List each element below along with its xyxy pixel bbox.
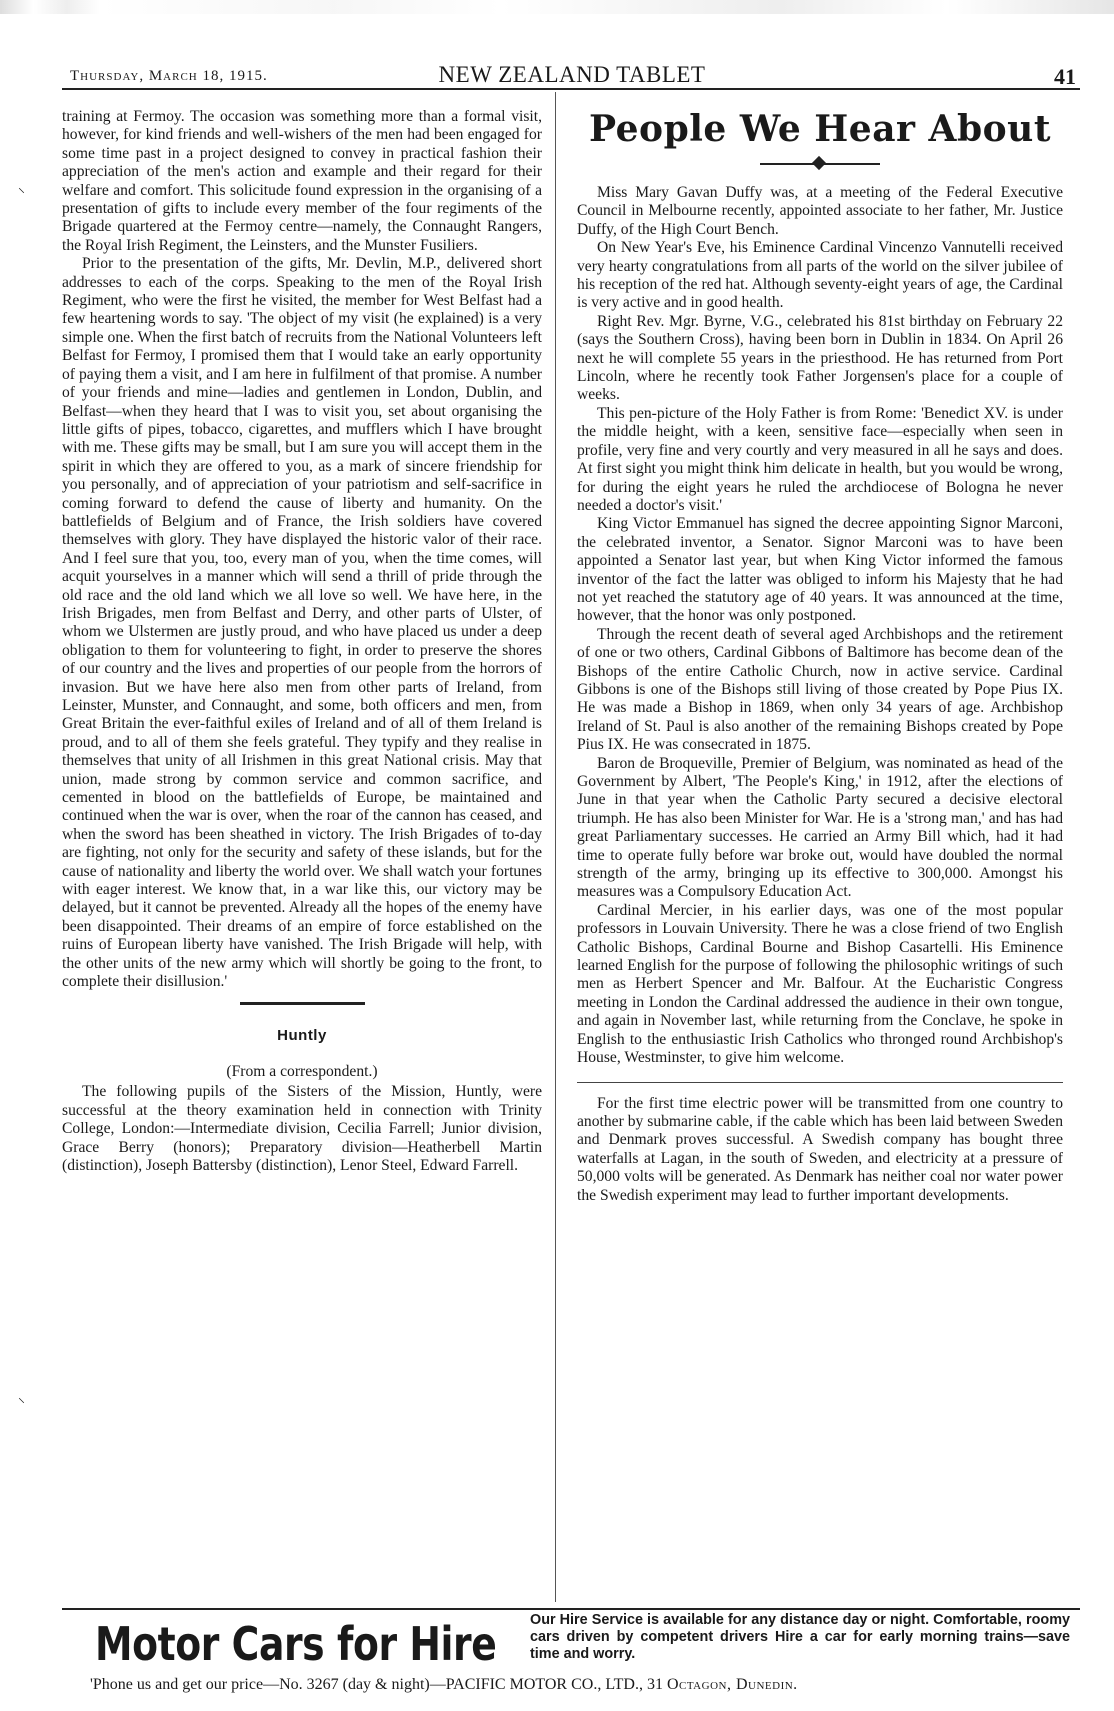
huntly-heading: Huntly bbox=[277, 1026, 327, 1044]
advert-phone: 'Phone us and get our price—No. 3267 (day & night)—PACIFIC MOTOR CO., LTD., 31 bbox=[90, 1676, 667, 1693]
advert-address: Octagon, Dunedin. bbox=[666, 1676, 798, 1693]
news-item: Right Rev. Mgr. Byrne, V.G., celebrated his 81st birthday on February 22 (says the Southern Cross), having been born in Dublin in 1834. On April 26 next he will complete 55 years in the priesthood. He has returned from Port Lincoln, where he recently took Father Jorgensen's place for a couple of weeks. bbox=[577, 312, 1063, 404]
article-paragraph: training at Fermoy. The occasion was something more than a formal visit, however, for kind friends and well-wishers of the men had been engaged for some time past in a project designed to convey in practical fashion their appreciation of the men's action and example and their regard for their welfare and comfort. This solicitude found expression in the organising of a presentation of gifts to include every member of the four regiments of the Brigade quartered at the Fermoy centre—namely, the Connaught Rangers, the Royal Irish Regiment, the Leinsters, and the Munster Fusiliers. bbox=[62, 108, 542, 254]
right-column bbox=[577, 108, 1063, 1205]
scan-edge bbox=[0, 0, 1114, 14]
advert-text: Our Hire Service is available for any distance day or night. Comfortable, roomy cars driven by competent drivers Hire a car for early morning trains—save time and worry. bbox=[530, 1612, 1070, 1662]
huntly-subheading: (From a correspondent.) bbox=[226, 1062, 378, 1080]
margin-mark: ⸜ bbox=[18, 1391, 25, 1406]
left-column bbox=[62, 108, 542, 1175]
page-header bbox=[62, 62, 1082, 90]
advert-rule bbox=[62, 1608, 1080, 1610]
news-item: Through the recent death of several aged Archbishops and the retirement of one or two others, Cardinal Gibbons of Baltimore has become dean of the Bishops of the entire Catholic Church, now in active service. Cardinal Gibbons is one of the Bishops still living of those created by Pope Pius IX. He was made a Bishop in 1869, when only 34 years of age. Archbishop Ireland of St. Paul is also another of the remaining Bishops created by Pope Pius IX. He was consecrated in 1875. bbox=[577, 625, 1063, 754]
news-item: On New Year's Eve, his Eminence Cardinal Vincenzo Vannutelli received very hearty congratulations from all parts of the world on the silver jubilee of his reception of the red hat. Although seventy-eight years of age, the Cardinal is very active and in good health. bbox=[577, 239, 1063, 312]
advert-title: Motor Cars for Hire bbox=[95, 1617, 497, 1671]
news-item: This pen-picture of the Holy Father is from Rome: 'Benedict XV. is under the middle height, with a keen, sensitive face—especially when seen in profile, very fine and very courtly and very measured in all he says and does. At first sight you might think him delicate in health, but you would be wrong, for during the eight years he ruled the archdiocese of Bologna he never needed a doctor's visit.' bbox=[577, 404, 1063, 514]
margin-mark: ⸜ bbox=[18, 181, 25, 196]
header-rule bbox=[62, 88, 1080, 90]
news-item: Miss Mary Gavan Duffy was, at a meeting of the Federal Executive Council in Melbourne recently, appointed associate to her father, Mr. Justice Duffy, of the High Court Bench. bbox=[577, 184, 1063, 238]
column-divider bbox=[555, 92, 556, 1602]
news-item: King Victor Emmanuel has signed the decree appointing Signor Marconi, the celebrated inventor, a Senator. Signor Marconi was to have been appointed a Senator last year, but when King Victor informed the famous inventor of the fact the latter was obliged to inform his Majesty that he had not yet reached the statutory age of 40 years. It was announced at the time, however, that the honor was only postponed. bbox=[577, 515, 1063, 625]
section-rule bbox=[577, 1082, 1063, 1083]
header-date: Thursday, March 18, 1915. bbox=[70, 68, 268, 84]
diamond-icon bbox=[812, 156, 826, 170]
section-rule bbox=[240, 1002, 365, 1005]
news-item: Cardinal Mercier, in his earlier days, was one of the most popular professors in Louvain University. There he was a close friend of two English Catholic Bishops, Cardinal Bourne and Bishop Casartelli. His Eminence learned English for the purpose of following the philosophic writings of such men as Herbert Spencer and Mr. Balfour. At the Eucharistic Congress meeting in London the Cardinal addressed the audience in their own tongue, and again in November last, while returning from the Conclave, he spoke in English to the enthusiastic Irish Catholics who thronged round Archbishop's House, Westminster, to give him welcome. bbox=[577, 901, 1063, 1067]
news-item: Baron de Broqueville, Premier of Belgium, was nominated as head of the Government by Albert, 'The People's King,' in 1912, after the elections of June in that year when the Catholic Party secured a decisive electoral triumph. He has also been Minister for War. He is a 'strong man,' and has had great Parliamentary successes. He carried an Army Bill which, had it had time to operate fully before war broke out, would have doubled the normal strength of the army, bringing up its effective to 300,000. Amongst his measures was a Compulsory Education Act. bbox=[577, 754, 1063, 901]
heading-ornament bbox=[760, 158, 880, 170]
article-paragraph: Prior to the presentation of the gifts, Mr. Devlin, M.P., delivered short addresses to each of the corps. Speaking to the men of the Royal Irish Regiment, who were the first he visited, the member for West Belfast had a few heartening words to say. 'The object of my visit (he explained) is a very simple one. When the first batch of recruits from the National Volunteers left Belfast for Fermoy, I promised them that I would take an early opportunity of paying them a visit, and I am here in fulfilment of that promise. A number of your friends and mine—ladies and gentlemen in London, Dublin, and Belfast—when they heard that I was to visit you, set about organising the little gifts of pipes, tobacco, cigarettes, and mufflers which I have brought with me. These gifts may be small, but I am sure you will accept them in the spirit in which they are offered to you, as a mark of sincere friendship for you personally, and of appreciation of your patriotism and self-sacrifice in coming forward to defend the cause of liberty and humanity. On the battlefields of Belgium and of France, the Irish soldiers have covered themselves with glory. They have displayed the historic valor of their race. And I feel sure that you, too, every man of you, when the time comes, will acquit yourselves in a manner which will send a thrill of pride through the old race and the old land which we all love so well. We have here, in the Irish Brigades, men from Belfast and Derry, and other parts of Ulster, of whom we Ulstermen are justly proud, and who have placed us under a deep obligation to them for volunteering to fight, in order to preserve the shores of our country and the lives and properties of our people from the horrors of invasion. But we have here also men from other parts of Ireland, from Leinster, Munster, and Connaught, and some, both officers and men, from Great Britain the ever-faithful exiles of Ireland and of all of them Ireland is proud, and to all of them she feels grateful. They typify and they realise in themselves that unity of all Irishmen in this great National crisis. May that union, made strong by common service and common sacrifice, and cemented in blood on the battlefields of Europe, be maintained and continued when the war is over, when the roar of the cannon has ceased, and when the sword has been sheathed in victory. The Irish Brigades of to-day are fighting, not only for the security and safety of these islands, but for the cause of nationality and liberty the world over. We shall watch your fortunes with eager interest. We know that, in a war like this, our victory may be delayed, but it cannot be prevented. Already all the hopes of the enemy have been disappointed. Their dreams of an empire of force established on the ruins of European liberty have vanished. The Irish Brigade will help, with the other units of the new army which will shortly be going to the front, to complete their disillusion.' bbox=[62, 255, 542, 991]
news-item: For the first time electric power will be transmitted from one country to another by submarine cable, if the cable which has been laid between Sweden and Denmark proves successful. A Swedish company has bought three waterfalls at Lagan, in the south of Sweden, and electricity at a pressure of 50,000 volts will be generated. As Denmark has neither coal nor water power the Swedish experiment may lead to further important developments. bbox=[577, 1094, 1063, 1204]
advert-phone-line bbox=[90, 1676, 1080, 1694]
page-number: 41 bbox=[1054, 64, 1076, 89]
section-heading: People We Hear About bbox=[589, 108, 1051, 150]
huntly-text: The following pupils of the Sisters of the Mission, Huntly, were successful at the theory examination held in connection with Trinity College, London:—Intermediate division, Cecilia Farrell; Junior division, Grace Berry (honors); Preparatory division—Heatherbell Martin (distinction), Joseph Battersby (distinction), Lenor Steel, Edward Farrell. bbox=[62, 1083, 542, 1174]
header-title: NEW ZEALAND TABLET bbox=[438, 62, 706, 87]
